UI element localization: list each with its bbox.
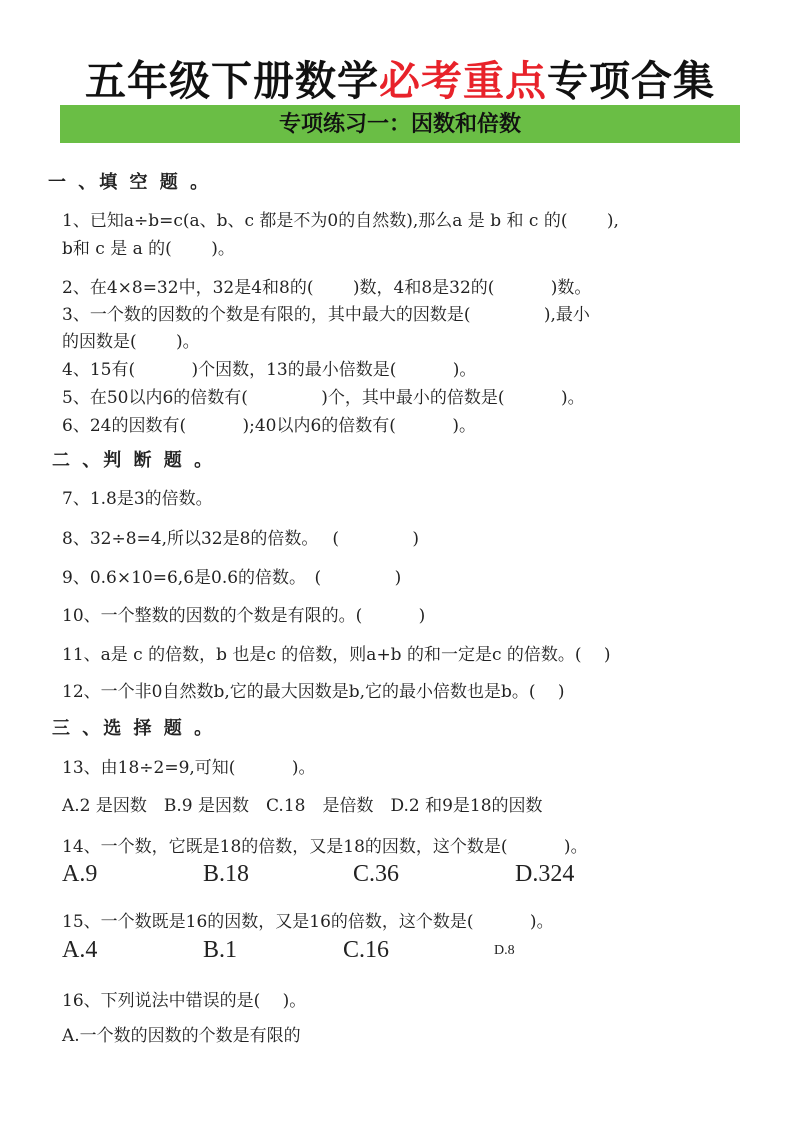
question-14: 14、一个数，它既是18的倍数，又是18的因数，这个数是( )。	[62, 837, 588, 857]
question-5: 5、在50以内6的倍数有( )个，其中最小的倍数是( )。	[62, 388, 585, 408]
question-14-option-b: B.18	[203, 861, 250, 887]
question-15-option-b: B.1	[203, 937, 238, 963]
question-13: 13、由18÷2=9,可知( )。	[62, 758, 316, 778]
question-3-line-1: 3、一个数的因数的个数是有限的，其中最大的因数是( ),最小	[62, 305, 590, 325]
question-3-line-2: 的因数是( )。	[62, 332, 200, 352]
question-16-option-a: A.一个数的因数的个数是有限的	[62, 1026, 301, 1046]
question-16: 16、下列说法中错误的是( )。	[62, 991, 307, 1011]
question-4: 4、15有( )个因数，13的最小倍数是( )。	[62, 360, 477, 380]
question-1-line-2: b和 c 是 a 的( )。	[62, 239, 235, 259]
title-part-3: 专项合集	[547, 57, 715, 105]
question-14-option-c: C.36	[353, 861, 400, 887]
section-heading-multiple-choice: 三 、选 择 题 。	[52, 718, 216, 739]
question-14-option-d: D.324	[515, 861, 575, 887]
question-8: 8、32÷8=4,所以32是8的倍数。 ( )	[62, 529, 419, 549]
question-1-line-1: 1、已知a÷b=c(a、b、c 都是不为0的自然数),那么a 是 b 和 c 的( ),	[62, 211, 619, 231]
question-10: 10、一个整数的因数的个数是有限的。( )	[62, 606, 426, 626]
question-15-option-c: C.16	[343, 937, 390, 963]
question-9: 9、0.6×10=6,6是0.6的倍数。 ( )	[62, 568, 402, 588]
question-15-option-a: A.4	[62, 937, 98, 963]
question-15-option-d: D.8	[494, 943, 515, 958]
subtitle-banner: 专项练习一：因数和倍数	[60, 105, 740, 143]
page-title	[0, 48, 800, 107]
question-13-options: A.2 是因数 B.9 是因数 C.18 是倍数 D.2 和9是18的因数	[62, 796, 543, 816]
section-heading-true-false: 二 、判 断 题 。	[52, 450, 216, 471]
question-6: 6、24的因数有( );40以内6的倍数有( )。	[62, 416, 476, 436]
section-heading-fill-in: 一 、填 空 题 。	[48, 172, 212, 193]
question-12: 12、一个非0自然数b,它的最大因数是b,它的最小倍数也是b。( )	[62, 682, 565, 702]
title-part-2-highlight: 必考重点	[379, 57, 547, 105]
question-14-option-a: A.9	[62, 861, 98, 887]
question-7: 7、1.8是3的倍数。	[62, 489, 213, 509]
question-2: 2、在4×8=32中，32是4和8的( )数，4和8是32的( )数。	[62, 278, 592, 298]
question-15: 15、一个数既是16的因数，又是16的倍数，这个数是( )。	[62, 912, 554, 932]
question-11: 11、a是 c 的倍数，b 也是c 的倍数，则a+b 的和一定是c 的倍数。( )	[62, 645, 611, 665]
title-part-1: 五年级下册数学	[85, 57, 379, 105]
